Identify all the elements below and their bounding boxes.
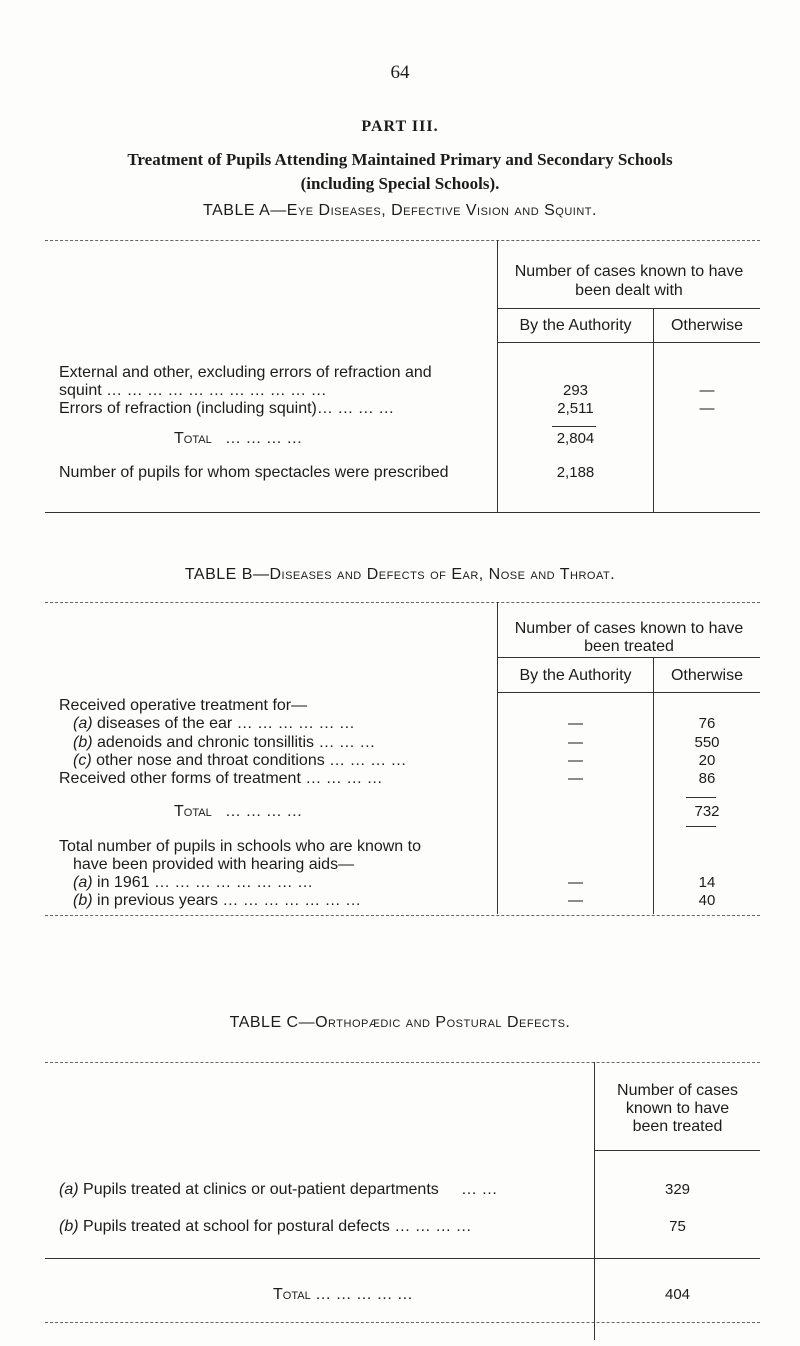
leader: … … … … — [225, 430, 303, 447]
table-b-row-adenoids — [73, 734, 375, 752]
table-c-title-prefix: TABLE C— — [229, 1014, 316, 1031]
table-b-cell: 86 — [698, 770, 716, 787]
leader: … … — [461, 1181, 498, 1198]
part-title: PART III. — [361, 118, 439, 135]
leader: … … … … … … … … — [153, 874, 314, 891]
leader: … … … … — [305, 770, 383, 787]
table-a-header-group: Number of cases known to have been dealt with — [514, 263, 744, 299]
table-b-title — [0, 566, 800, 584]
table-b-col-otherwise: Otherwise — [670, 667, 744, 684]
table-a-cell: 2,511 — [557, 400, 594, 417]
table-a-total-value: 2,804 — [556, 430, 595, 447]
row-marker: (a) — [73, 715, 93, 732]
leader: … … … … … — [315, 1286, 413, 1303]
leader: … … … — [318, 734, 376, 751]
leader: … … … … … … … … … … … — [106, 382, 327, 399]
row-label: Received other forms of treatment — [59, 770, 301, 787]
table-b-bottom-rule — [45, 915, 760, 916]
table-a-total-row — [174, 430, 302, 448]
table-b-title-rest: Diseases and Defects of Ear, Nose and Throat. — [269, 566, 616, 583]
table-a-top-rule — [45, 240, 760, 241]
table-c-header — [595, 1082, 760, 1136]
leader: … … … … — [316, 400, 395, 417]
row-marker: (a) — [59, 1181, 79, 1198]
table-b-total-label: Total — [174, 803, 212, 820]
table-c-total-rule — [45, 1258, 760, 1259]
page-heading — [0, 148, 800, 196]
table-c-total-value: 404 — [664, 1286, 691, 1303]
table-c-title — [0, 1014, 800, 1032]
table-a-col-authority: By the Authority — [519, 317, 632, 334]
leader: … … … … — [329, 752, 407, 769]
table-b-cell: — — [568, 874, 583, 891]
row-label: in previous years — [97, 892, 218, 909]
table-c-title-rest: Orthopædic and Postural Defects. — [315, 1014, 571, 1031]
table-a-cell: — — [699, 382, 715, 399]
table-b-cell: 76 — [698, 715, 716, 732]
table-b-cell: — — [568, 770, 583, 787]
table-c-total-label: Total — [273, 1286, 311, 1303]
table-c-row-clinics — [59, 1181, 497, 1199]
table-a-row-external-line2 — [59, 382, 327, 400]
table-c-row-postural — [59, 1218, 472, 1236]
row-marker: (b) — [59, 1218, 79, 1235]
table-b-row-other — [59, 770, 383, 788]
row-marker: (b) — [73, 734, 93, 751]
table-a-cell: — — [699, 400, 715, 417]
table-b-row-nose-throat — [73, 752, 407, 770]
table-a-row-external-line1: External and other, excluding errors of refraction and — [59, 364, 432, 381]
table-c-header-line3: been treated — [632, 1118, 723, 1135]
table-c-header-line1: Number of cases — [617, 1082, 738, 1099]
table-a-title — [0, 202, 800, 220]
table-b-divider-lower — [497, 858, 498, 914]
table-c-cell: 329 — [664, 1181, 691, 1198]
table-b-title-prefix: TABLE B— — [184, 566, 270, 583]
table-b-col-authority: By the Authority — [519, 667, 632, 684]
page-number: 64 — [390, 62, 410, 83]
table-b-cell: — — [568, 752, 583, 769]
table-b-cell: — — [568, 715, 583, 732]
table-a-total-label: Total — [174, 430, 212, 447]
table-b-hearing-line2: have been provided with hearing aids— — [73, 856, 355, 873]
table-a-title-prefix: TABLE A— — [203, 202, 287, 219]
table-b-header-rule — [498, 657, 760, 658]
table-a-spectacles-label: Number of pupils for whom spectacles were prescribed — [59, 464, 449, 481]
row-label: in 1961 — [97, 874, 150, 891]
table-a-title-rest: Eye Diseases, Defective Vision and Squint. — [286, 202, 597, 219]
leader: … … … … — [225, 803, 303, 820]
table-b-hearing-line1: Total number of pupils in schools who are known to — [59, 838, 421, 855]
table-b-hearing-previous — [73, 892, 361, 910]
table-b-cell: — — [568, 892, 583, 909]
table-b-total-value: 732 — [694, 803, 720, 820]
table-b-row-ear — [73, 715, 355, 733]
table-a-cell: 293 — [562, 382, 589, 399]
table-a-spectacles-value: 2,188 — [556, 464, 595, 481]
table-b-total-row — [174, 803, 302, 821]
table-c-total-row — [273, 1286, 413, 1304]
row-label: other nose and throat conditions — [96, 752, 325, 769]
table-b-cell: 20 — [698, 752, 716, 769]
row-label: Pupils treated at school for postural defects — [83, 1218, 390, 1235]
row-label: adenoids and chronic tonsillitis — [97, 734, 315, 751]
row-label: diseases of the ear — [97, 715, 233, 732]
page-heading-line2: (including Special Schools). — [300, 174, 500, 193]
table-b-sum-rule — [686, 797, 716, 798]
table-a-row-external-label: squint — [59, 382, 102, 399]
page-heading-line1: Treatment of Pupils Attending Maintained Primary and Secondary Schools — [127, 150, 673, 169]
leader: … … … … … … — [236, 715, 355, 732]
table-c-header-line2: known to have — [625, 1100, 730, 1117]
table-b-top-rule — [45, 602, 760, 603]
leader: … … … … … … … — [222, 892, 362, 909]
leader: … … … … — [394, 1218, 472, 1235]
table-a-header-rule — [498, 308, 760, 309]
table-b-header-group: Number of cases known to have been treated — [514, 620, 744, 655]
table-a-row-refraction — [59, 400, 394, 418]
row-marker: (b) — [73, 892, 93, 909]
table-b-hearing-1961 — [73, 874, 313, 892]
table-b-col-divider-lower — [653, 858, 654, 914]
table-a-bottom-rule — [45, 512, 760, 513]
table-a-row-refraction-label: Errors of refraction (including squint) — [59, 400, 317, 417]
table-c-top-rule — [45, 1062, 760, 1063]
table-b-total-underline — [686, 826, 716, 827]
table-a-col-otherwise: Otherwise — [670, 317, 744, 334]
table-c-bottom-rule — [45, 1322, 760, 1323]
row-marker: (a) — [73, 874, 93, 891]
table-b-cell: 550 — [694, 734, 720, 751]
table-c-header-rule — [595, 1150, 760, 1151]
table-b-cell: — — [568, 734, 583, 751]
table-c-cell: 75 — [669, 1218, 686, 1235]
row-label: Pupils treated at clinics or out-patient departments — [83, 1181, 439, 1198]
table-b-subheader-rule — [498, 692, 760, 693]
row-marker: (c) — [73, 752, 92, 769]
table-b-cell: 14 — [698, 874, 716, 891]
table-a-sum-rule — [552, 426, 596, 427]
table-b-operative-heading: Received operative treatment for— — [59, 697, 308, 714]
table-b-cell: 40 — [698, 892, 716, 909]
table-a-subheader-rule — [498, 342, 760, 343]
